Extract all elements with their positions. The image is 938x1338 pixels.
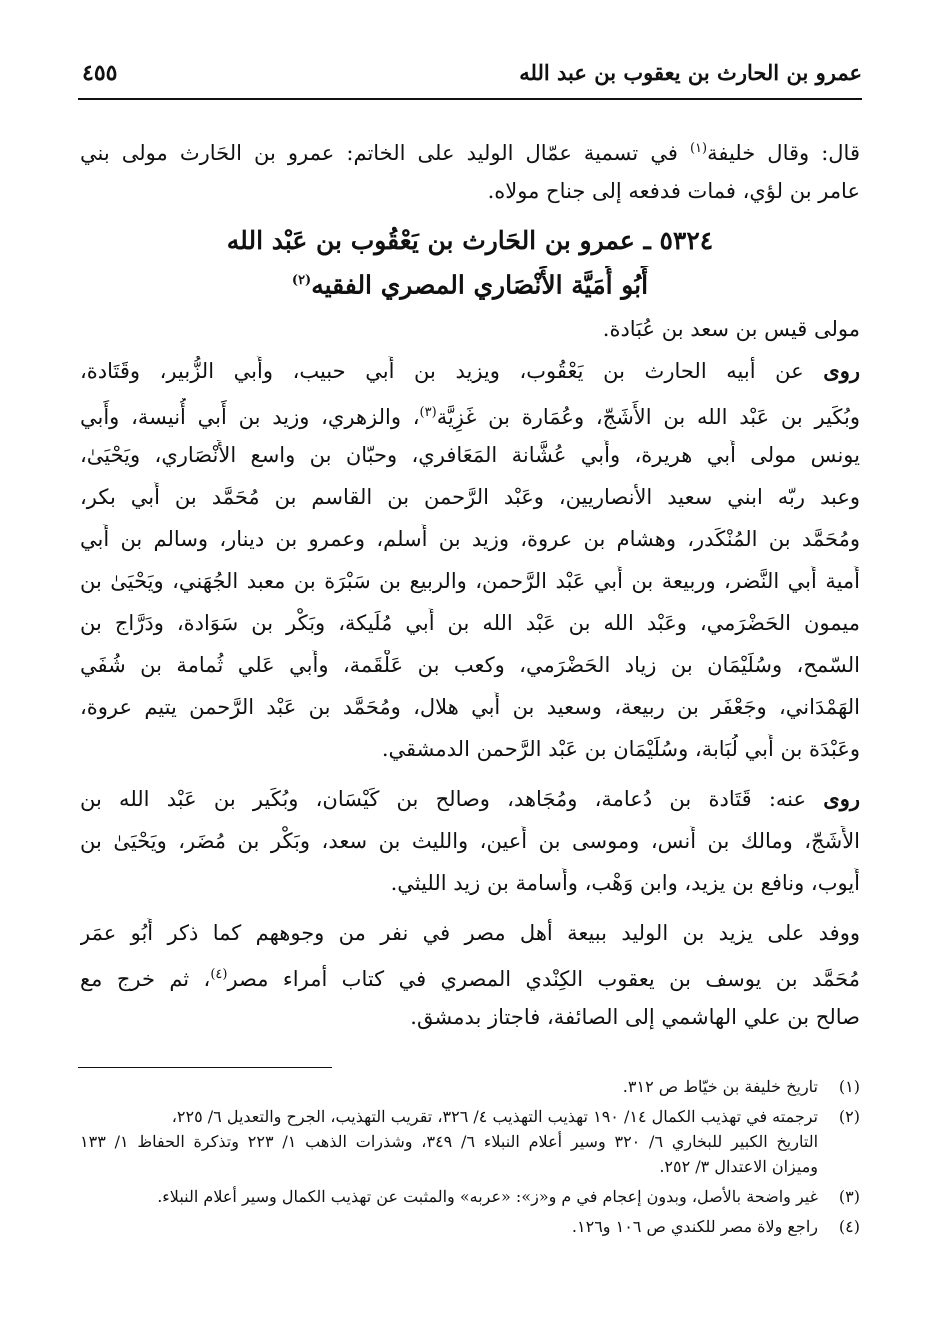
text-line: صالح بن علي الهاشمي إلى الصائفة، فاجتاز بدمشق. [410, 1005, 860, 1029]
footnote: (٣)غير واضحة بالأصل، وبدون إعجام في م و«ز»: «عربه» والمثبت عن تهذيب الكمال وسير أعلام النبلاء. [80, 1185, 860, 1209]
footnote-continuation: التاريخ الكبير للبخاري ٦/ ٣٢٠ وسير أعلام النبلاء ٦/ ٣٤٩، وشذرات الذهب ١/ ٢٢٣ وتذكرة الحفاظ ١/ ١٣٣ [80, 1132, 819, 1151]
footnote-separator [78, 1067, 332, 1068]
footnote-ref: (٣) [419, 405, 437, 420]
footnote: (١)تاريخ خليفة بن خيّاط ص ٣١٢. [80, 1075, 860, 1099]
footnote-ref: (٢) [291, 273, 312, 288]
text-line: السّمح، وسُلَيْمَان بن زياد الحَضْرَمي، وكعب بن عَلْقَمة، وأَبي عَلي ثُمامة بن شُفَي [80, 653, 860, 677]
footnote-ref: (١) [689, 141, 708, 156]
text-line: يونس مولى أَبي هريرة، وأَبي عُشَّانة المَعَافري، وحبّان بن واسع الأَنْصَاري، ويَحْيَىٰ، [80, 443, 860, 467]
text-line: أَيوب، ونافع بن يزيد، وابن وَهْب، وأُسامة بن زيد الليثي. [390, 871, 860, 895]
section-label: روى [823, 786, 860, 811]
footnote: (٢)ترجمته في تهذيب الكمال ١٤/ ١٩٠ تهذيب التهذيب ٤/ ٣٢٦، تقريب التهذيب، الجرح والتعديل ٦/ ٢٢٥، [80, 1105, 860, 1129]
text-line: وبُكَير بن عَبْد الله بن الأَشَجّ، وعُمَارة بن غَزِيَّة$^{(٣)}$، والزهري، وزيد بن أَبي أُنيسة، وأَبي [80, 405, 860, 429]
footnote-ref: (٤) [210, 967, 228, 982]
footnote-number: (٢) [838, 1107, 860, 1126]
text-line: ووفد على يزيد بن الوليد ببيعة أهل مصر في نفر من وجوههم كما ذكر أَبُو عمَر [80, 921, 860, 945]
page-header [78, 58, 862, 100]
running-head: عمرو بن الحارث بن يعقوب بن عبد الله [519, 60, 862, 85]
footnote-number: (٣) [838, 1187, 860, 1206]
text-line: ومُحَمَّد بن المُنْكَدر، وهشام بن عروة، وزيد بن أَسلم، وعمرو بن دينار، وسالم بن أَبي [80, 527, 860, 551]
text-line: مولى قيس بن سعد بن عُبَادة. [602, 317, 860, 341]
text-line: ميمون الحَضْرَمي، وعَبْد الله بن عَبْد الله بن أَبي مُلَيكة، وبَكْر بن سَوَادة، ودَرَّاج بن [80, 611, 860, 635]
text-line: وعبد ربّه ابني سعيد الأنصاريين، وعَبْد الرَّحمن بن القاسم بن مُحَمَّد بن أَبي بكر، [80, 485, 860, 509]
text-line: الهَمْدَاني، وجَعْفَر بن ربيعة، وسعيد بن أَبي هلال، ومُحَمَّد بن عَبْد الرَّحمن يتيم عروة، [80, 695, 860, 719]
text-line: قال: وقال خليفة$^{(١)}$ في تسمية عمّال الوليد على الخاتم: عمرو بن الحَارث مولى بني [80, 141, 860, 165]
text-line: أُمية أَبي النَّضر، وربيعة بن أَبي عَبْد الرَّحمن، والربيع بن سَبْرَة بن معبد الجُهَني، ويَحْيَىٰ بن [80, 569, 860, 593]
text-line: روى عنه: قَتَادة بن دُعامة، ومُجَاهد، وصالح بن كَيْسَان، وبُكَير بن عَبْد الله بن [80, 786, 860, 811]
text-line: روى عن أبيه الحارث بن يَعْقُوب، ويزيد بن أَبي حبيب، وأَبي الزُّبير، وقَتَادة، [80, 358, 860, 383]
page-number: ٤٥٥ [82, 60, 118, 86]
text-line: وعَبْدَة بن أَبي لُبَابة، وسُلَيْمَان بن عَبْد الرَّحمن الدمشقي. [381, 737, 860, 761]
entry-title: ٥٣٢٤ ـ عمرو بن الحَارث بن يَعْقُوب بن عَبْد الله [226, 226, 714, 255]
footnote-number: (٤) [838, 1217, 860, 1236]
text-line: مُحَمَّد بن يوسف بن يعقوب الكِنْدي المصري في كتاب أمراء مصر$^{(٤)}$، ثم خرج مع [80, 967, 860, 991]
text-line: الأَشَجّ، ومالك بن أَنس، وموسى بن أَعين، والليث بن سعد، وبَكْر بن مُضَر، ويَحْيَىٰ بن [80, 829, 860, 853]
entry-subtitle: أَبُو أُمَيَّة الأَنْصَاري المصري الفقيه$^{(٢)}$ [291, 270, 649, 300]
footnote-continuation: وميزان الاعتدال ٣/ ٢٥٢. [659, 1157, 818, 1176]
footnote: (٤)راجع ولاة مصر للكندي ص ١٠٦ و١٢٦. [80, 1215, 860, 1239]
section-label: روى [823, 358, 860, 383]
footnote-number: (١) [838, 1077, 860, 1096]
text-line: عامر بن لؤي، فمات فدفعه إلى جناح مولاه. [487, 179, 860, 203]
